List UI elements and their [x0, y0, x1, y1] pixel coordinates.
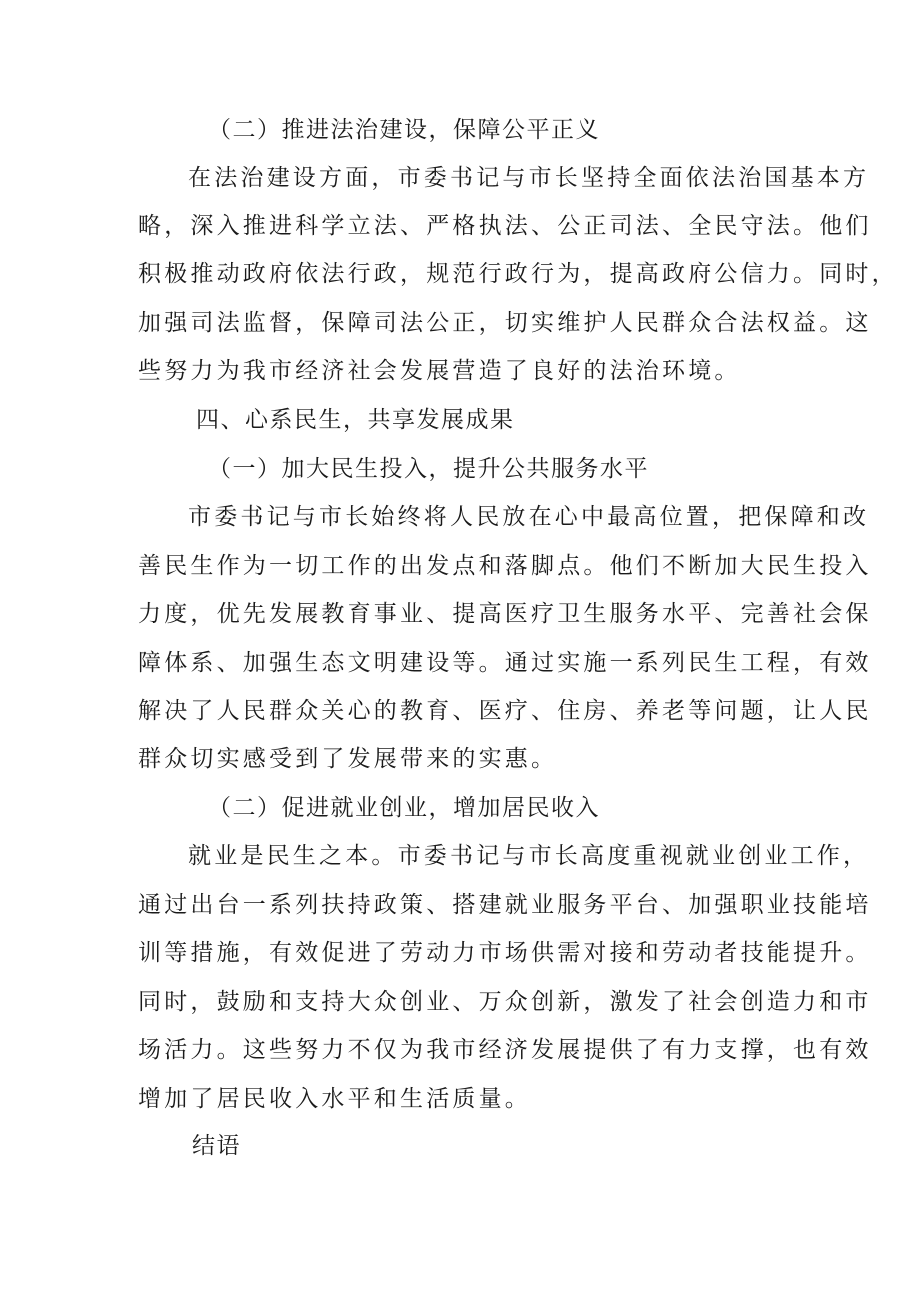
paragraph-line: 解决了人民群众关心的教育、医疗、住房、养老等问题，让人民	[138, 698, 872, 724]
section-heading-employment: （二）促进就业创业，增加居民收入	[208, 795, 600, 821]
paragraph-line: 群众切实感受到了发展带来的实惠。	[138, 746, 558, 772]
paragraph-line: 通过出台一系列扶持政策、搭建就业服务平台、加强职业技能培	[138, 892, 872, 918]
section-heading-rule-of-law: （二）推进法治建设，保障公平正义	[208, 117, 600, 143]
paragraph-line: 善民生作为一切工作的出发点和落脚点。他们不断加大民生投入	[138, 553, 872, 579]
paragraph-line: 积极推动政府依法行政，规范行政行为，提高政府公信力。同时，	[138, 261, 898, 287]
paragraph-line: 略，深入推进科学立法、严格执法、公正司法、全民守法。他们	[138, 213, 872, 239]
paragraph-line: 训等措施，有效促进了劳动力市场供需对接和劳动者技能提升。	[138, 940, 872, 966]
paragraph-line: 些努力为我市经济社会发展营造了良好的法治环境。	[138, 358, 741, 384]
chapter-heading-livelihood: 四、心系民生，共享发展成果	[196, 407, 515, 433]
section-heading-public-services: （一）加大民生投入，提升公共服务水平	[208, 456, 649, 482]
paragraph-line: 增加了居民收入水平和生活质量。	[138, 1086, 531, 1112]
paragraph-line: 场活力。这些努力不仅为我市经济发展提供了有力支撑，也有效	[138, 1037, 872, 1063]
paragraph-line: 加强司法监督，保障司法公正，切实维护人民群众合法权益。这	[138, 310, 872, 336]
paragraph-line: 就业是民生之本。市委书记与市长高度重视就业创业工作，	[188, 843, 870, 869]
conclusion-heading: 结语	[192, 1133, 241, 1159]
paragraph-line: 市委书记与市长始终将人民放在心中最高位置，把保障和改	[188, 504, 870, 530]
paragraph-line: 力度，优先发展教育事业、提高医疗卫生服务水平、完善社会保	[138, 601, 872, 627]
paragraph-line: 同时，鼓励和支持大众创业、万众创新，激发了社会创造力和市	[138, 989, 872, 1015]
paragraph-line: 障体系、加强生态文明建设等。通过实施一系列民生工程，有效	[138, 650, 872, 676]
paragraph-line: 在法治建设方面，市委书记与市长坚持全面依法治国基本方	[188, 165, 870, 191]
